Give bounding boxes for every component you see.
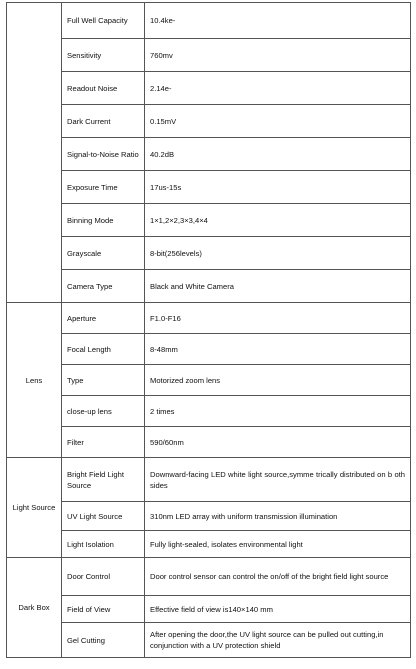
param-label: Camera Type: [62, 270, 145, 303]
table-row: [7, 3, 411, 39]
param-label: Focal Length: [62, 334, 145, 365]
group-camera: [7, 3, 62, 303]
table-row: [7, 558, 411, 596]
table-row: [7, 138, 411, 171]
param-value: 10.4ke-: [145, 3, 411, 39]
param-value: Fully light-sealed, isolates environmental light: [145, 531, 411, 558]
table-row: [7, 270, 411, 303]
table-row: [7, 237, 411, 270]
param-label: Field of View: [62, 596, 145, 623]
param-value: Effective field of view is140×140 mm: [145, 596, 411, 623]
param-value: 2 times: [145, 396, 411, 427]
param-label: Bright Field Light Source: [62, 458, 145, 502]
table-row: [7, 105, 411, 138]
param-label: Sensitivity: [62, 39, 145, 72]
table-row: [7, 596, 411, 623]
param-value: 2.14e-: [145, 72, 411, 105]
param-value: F1.0-F16: [145, 303, 411, 334]
param-value: 8-48mm: [145, 334, 411, 365]
param-label: Dark Current: [62, 105, 145, 138]
param-value: 310nm LED array with uniform transmission illumination: [145, 502, 411, 531]
table-row: [7, 502, 411, 531]
table-row: [7, 39, 411, 72]
param-value: After opening the door,the UV light source can be pulled out cutting,in conjunction with a UV protection shield: [145, 623, 411, 658]
table-row: [7, 171, 411, 204]
param-label: Binning Mode: [62, 204, 145, 237]
param-label: Type: [62, 365, 145, 396]
group-light-source: Light Source: [7, 458, 62, 558]
table-row: [7, 396, 411, 427]
param-value: Motorized zoom lens: [145, 365, 411, 396]
param-value: Black and White Camera: [145, 270, 411, 303]
table-row: [7, 623, 411, 658]
param-value: 590/60nm: [145, 427, 411, 458]
table-row: [7, 204, 411, 237]
param-label: close-up lens: [62, 396, 145, 427]
param-value: 17us-15s: [145, 171, 411, 204]
param-value: 1×1,2×2,3×3,4×4: [145, 204, 411, 237]
param-value: Door control sensor can control the on/off of the bright field light source: [145, 558, 411, 596]
group-lens: Lens: [7, 303, 62, 458]
param-label: Aperture: [62, 303, 145, 334]
param-label: Light Isolation: [62, 531, 145, 558]
param-label: Signal-to-Noise Ratio: [62, 138, 145, 171]
table-row: [7, 531, 411, 558]
table-row: [7, 303, 411, 334]
table-row: [7, 334, 411, 365]
param-value: 40.2dB: [145, 138, 411, 171]
param-label: Gel Cutting: [62, 623, 145, 658]
param-value: 8-bit(256levels): [145, 237, 411, 270]
param-value: Downward-facing LED white light source,symme trically distributed on b oth sides: [145, 458, 411, 502]
table-row: [7, 365, 411, 396]
table-row: [7, 427, 411, 458]
table-row: [7, 458, 411, 502]
group-dark-box: Dark Box: [7, 558, 62, 658]
param-value: 760mv: [145, 39, 411, 72]
param-label: Full Well Capacity: [62, 3, 145, 39]
table-row: [7, 72, 411, 105]
param-label: Exposure Time: [62, 171, 145, 204]
param-label: Grayscale: [62, 237, 145, 270]
param-value: 0.15mV: [145, 105, 411, 138]
param-label: Door Control: [62, 558, 145, 596]
param-label: Filter: [62, 427, 145, 458]
param-label: Readout Noise: [62, 72, 145, 105]
param-label: UV Light Source: [62, 502, 145, 531]
spec-table: [6, 2, 411, 658]
